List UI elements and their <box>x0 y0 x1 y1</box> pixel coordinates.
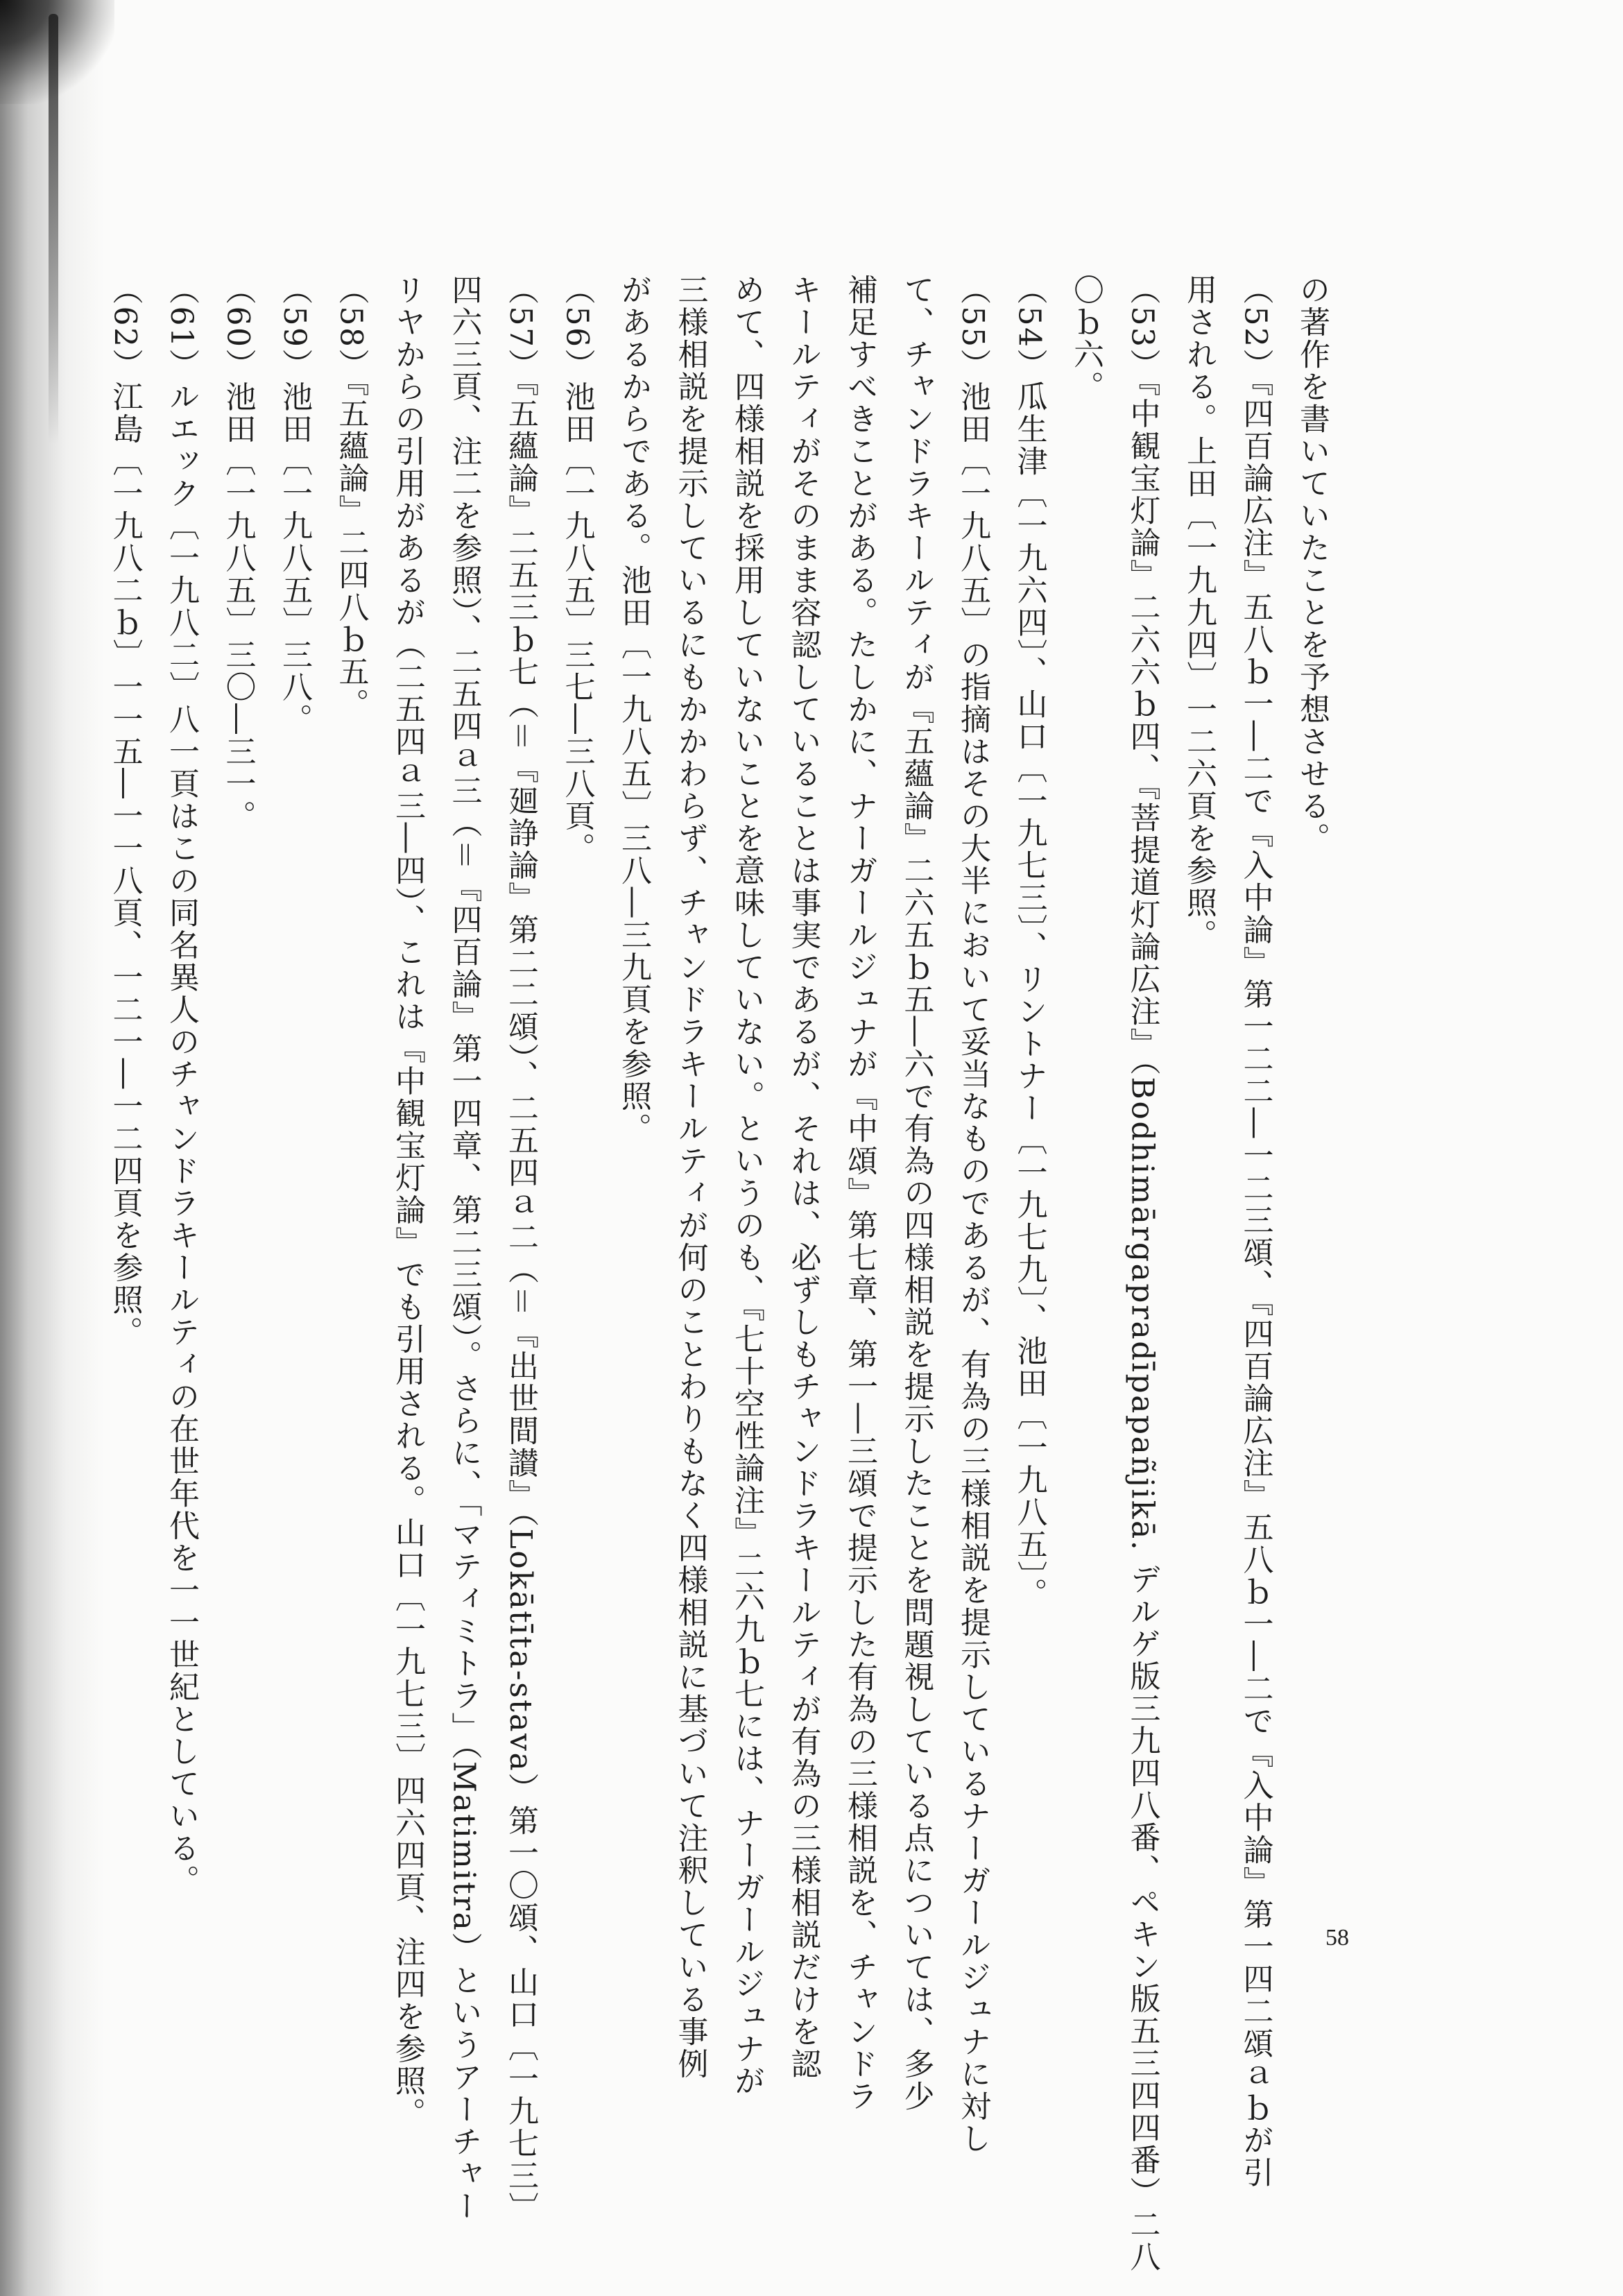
note-line: （60）池田〔一九八五〕三〇―三一。 <box>220 274 256 832</box>
note-line: 〇ｂ六。 <box>1068 274 1104 403</box>
note-line: （59）池田〔一九八五〕三八。 <box>277 274 312 736</box>
note-line: （56）池田〔一九八五〕三七―三八頁。 <box>559 274 595 865</box>
note-line: の著作を書いていたことを予想させる。 <box>1294 274 1330 855</box>
note-line: （52）『四百論広注』五八ｂ一―二で『入中論』第一二二―一二三頌、『四百論広注』五八ｂ一―二で『入中論』第一四二頌ａｂが引 <box>1237 274 1273 2189</box>
note-line: （62）江島〔一九八二ｂ〕一一五―一一八頁、一二一―一二四頁を参照。 <box>107 274 143 1348</box>
note-line: キールティがそのまま容認していることは事実であるが、それは、必ずしもチャンドラキールティが有為の三様相説だけを認 <box>785 274 821 2080</box>
note-line: （61）ルエック〔一九八二〕八一頁はこの同名異人のチャンドラキールティの在世年代を一一世紀としている。 <box>164 274 199 1897</box>
note-line: （58）『五蘊論』二四八ｂ五。 <box>333 274 369 721</box>
page-number: 58 <box>1325 1925 1349 1951</box>
endnotes-column <box>96 274 1340 2273</box>
note-line: 四六三頁、注二を参照）、二五四ａ三（＝『四百論』第一四章、第二三頌）。さらに、「マティミトラ」（Matimitra）というアーチャー <box>446 274 482 2222</box>
note-line: （53）『中観宝灯論』二六六ｂ四、『菩提道灯論広注』（Bodhimārgapradīpapañjikā. デルゲ版三九四八番、ペキン版五三四四番）二八 <box>1124 274 1160 2273</box>
note-line: リヤからの引用があるが（二五四ａ三―四）、これは『中観宝灯論』でも引用される。山口〔一九七三〕四六四頁、注四を参照。 <box>390 274 425 2130</box>
note-line: （55）池田〔一九八五〕の指摘はその大半において妥当なものであるが、有為の三様相説を提示しているナーガールジュナに対し <box>955 274 990 2155</box>
note-line: めて、四様相説を採用していないことを意味していない。というのも、『七十空性論注』二六九ｂ七には、ナーガールジュナが <box>729 274 764 2098</box>
note-line: （54）瓜生津〔一九六四〕、山口〔一九七三〕、リントナー〔一九七九〕、池田〔一九八五〕。 <box>1011 274 1047 1610</box>
note-line: 三様相説を提示しているにもかかわらず、チャンドラキールティが何のことわりもなく四様相説に基づいて注釈している事例 <box>672 274 708 2080</box>
note-line: があるからである。池田〔一九八五〕三八―三九頁を参照。 <box>616 274 651 1145</box>
note-line: て、チャンドラキールティが『五蘊論』二六五ｂ五―六で有為の四様相説を提示したことを問題視している点については、多少 <box>898 274 934 2113</box>
note-line: （57）『五蘊論』二五三ｂ七（＝『廻諍論』第二二頌）、二五四ａ二（＝『出世間讃』（Lokātīta-stava）第一〇頌、山口〔一九七三〕 <box>503 274 538 2225</box>
note-line: 補足すべきことがある。たしかに、ナーガールジュナが『中頌』第七章、第一―三頌で提示した有為の三様相説を、チャンドラ <box>842 274 877 2113</box>
note-line: 用される。上田〔一九九四〕一二六頁を参照。 <box>1181 274 1217 952</box>
book-spine-shadow <box>49 14 58 444</box>
